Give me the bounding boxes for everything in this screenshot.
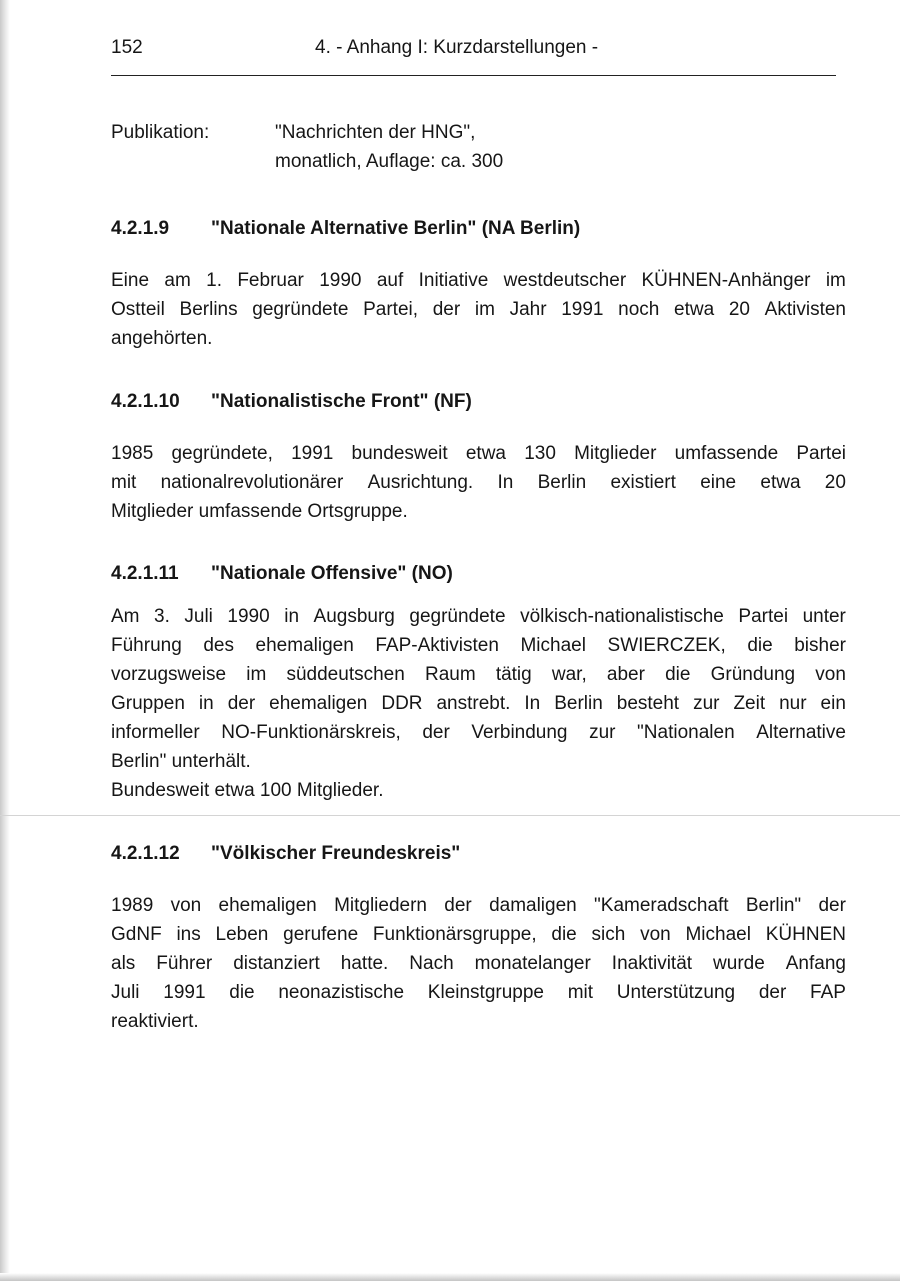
word: FAP-Aktivisten <box>375 635 499 656</box>
word: distanziert <box>233 953 320 974</box>
word: Michael <box>520 635 586 656</box>
word: neonazistische <box>278 982 405 1003</box>
word: der <box>444 895 472 916</box>
word: Berlin <box>537 472 587 493</box>
scan-edge-left <box>0 0 10 1281</box>
section-title: "Völkischer Freundeskreis" <box>211 843 461 864</box>
word: "Nationalen <box>637 722 735 743</box>
word: gerufene <box>283 924 359 945</box>
word: 1990 <box>227 606 270 627</box>
word: Funktionärsgruppe, <box>372 924 537 945</box>
word: zur <box>693 693 720 714</box>
word: gegründete, <box>171 443 273 464</box>
word: auf <box>376 270 404 291</box>
word: Februar <box>237 270 304 291</box>
section-title: "Nationalistische Front" (NF) <box>211 391 472 412</box>
section-number: 4.2.1.10 <box>111 391 180 412</box>
word: sich <box>591 924 626 945</box>
word: die <box>665 664 691 685</box>
word: der <box>227 693 256 714</box>
word: vorzugsweise <box>111 664 227 685</box>
word: Juli <box>184 606 213 627</box>
word: Eine <box>111 270 150 291</box>
word: in <box>198 693 214 714</box>
section-title: "Nationale Alternative Berlin" (NA Berlin) <box>211 218 581 239</box>
word: ehemaligen <box>218 895 317 916</box>
word: Berlin" <box>745 895 802 916</box>
word: 1990 <box>319 270 362 291</box>
word: eine <box>700 472 737 493</box>
word: In <box>524 693 541 714</box>
word: 20 <box>728 299 750 320</box>
body-line <box>111 660 846 689</box>
section-heading <box>111 562 846 586</box>
word: etwa <box>674 299 715 320</box>
section-no <box>111 562 846 805</box>
publication-value <box>275 118 675 176</box>
header-rule <box>111 75 836 76</box>
section-body <box>111 439 846 526</box>
word: etwa <box>465 443 506 464</box>
publication-value-line: "Nachrichten der HNG", <box>275 122 476 143</box>
section-number: 4.2.1.9 <box>111 218 170 239</box>
word: ein <box>820 693 846 714</box>
word: unter <box>802 606 846 627</box>
body-line: Berlin" unterhält. <box>111 751 251 772</box>
word: Jahr <box>509 299 547 320</box>
body-line <box>111 602 846 631</box>
section-heading <box>111 217 846 241</box>
word: Inaktivität <box>611 953 693 974</box>
word: Mitglieder <box>574 443 657 464</box>
word: 1991 <box>291 443 334 464</box>
word: der <box>758 982 787 1003</box>
word: die <box>747 635 773 656</box>
body-line <box>111 266 846 295</box>
word: Partei <box>796 443 846 464</box>
word: im <box>474 299 495 320</box>
word: Ostteil <box>111 299 165 320</box>
body-line: Mitglieder umfassende Ortsgruppe. <box>111 501 408 522</box>
word: von <box>640 924 671 945</box>
word: SWIERCZEK, <box>607 635 726 656</box>
word: als <box>111 953 136 974</box>
word: etwa <box>760 472 801 493</box>
word: Zeit <box>733 693 766 714</box>
word: Gruppen <box>111 693 185 714</box>
word: nationalrevolutionärer <box>160 472 344 493</box>
section-number: 4.2.1.12 <box>111 843 180 864</box>
body-line <box>111 631 846 660</box>
word: im <box>246 664 267 685</box>
scan-edge-bottom <box>0 1273 900 1281</box>
word: gegründete <box>409 606 506 627</box>
word: süddeutschen <box>286 664 405 685</box>
word: von <box>170 895 202 916</box>
word: die <box>229 982 255 1003</box>
running-title: 4. - Anhang I: Kurzdarstellungen - <box>315 37 599 58</box>
page-number: 152 <box>111 37 143 58</box>
body-line <box>111 439 846 468</box>
word: hatte. <box>340 953 389 974</box>
word: bundesweit <box>351 443 448 464</box>
word: Initiative <box>418 270 489 291</box>
word: Aktivisten <box>764 299 846 320</box>
word: GdNF <box>111 924 162 945</box>
word: Raum <box>424 664 476 685</box>
word: anstrebt. <box>436 693 511 714</box>
section-body <box>111 602 846 805</box>
word: 1989 <box>111 895 154 916</box>
word: Augsburg <box>313 606 395 627</box>
word: noch <box>618 299 660 320</box>
word: 130 <box>524 443 556 464</box>
section-heading <box>111 390 846 414</box>
word: Verbindung <box>471 722 568 743</box>
word: die <box>551 924 577 945</box>
word: besteht <box>616 693 680 714</box>
word: Michael <box>685 924 751 945</box>
word: war, <box>551 664 587 685</box>
word: FAP <box>810 982 846 1003</box>
word: wurde <box>713 953 765 974</box>
body-line <box>111 920 846 949</box>
word: Gründung <box>710 664 796 685</box>
word: westdeutscher <box>503 270 627 291</box>
body-line <box>111 718 846 747</box>
body-line <box>111 295 846 324</box>
word: Berlin <box>554 693 603 714</box>
publication-value-line: monatlich, Auflage: ca. 300 <box>275 151 504 172</box>
word: nur <box>779 693 807 714</box>
word: des <box>203 635 234 656</box>
word: Alternative <box>756 722 846 743</box>
word: monatelanger <box>474 953 591 974</box>
section-nf <box>111 390 846 526</box>
word: tätig <box>495 664 532 685</box>
word: "Kameradschaft <box>594 895 729 916</box>
body-line <box>111 689 846 718</box>
word: 1985 <box>111 443 154 464</box>
body-line: Bundesweit etwa 100 Mitglieder. <box>111 780 384 801</box>
word: gegründete <box>252 299 349 320</box>
section-body <box>111 891 846 1036</box>
word: Nach <box>409 953 454 974</box>
word: der <box>422 722 450 743</box>
word: existiert <box>610 472 676 493</box>
word: Berlins <box>179 299 238 320</box>
body-line: angehörten. <box>111 328 213 349</box>
word: ins <box>176 924 201 945</box>
word: ehemaligen <box>269 693 368 714</box>
word: der <box>818 895 846 916</box>
section-title: "Nationale Offensive" (NO) <box>211 563 453 584</box>
section-na-berlin <box>111 217 846 353</box>
word: 1991 <box>163 982 206 1003</box>
word: von <box>815 664 846 685</box>
body-line <box>111 891 846 920</box>
section-vf <box>111 842 846 1036</box>
word: DDR <box>381 693 423 714</box>
word: 3. <box>154 606 170 627</box>
section-body <box>111 266 846 353</box>
word: damaligen <box>489 895 577 916</box>
word: Leben <box>215 924 269 945</box>
word: KÜHNEN-Anhänger <box>641 270 811 291</box>
word: KÜHNEN <box>765 924 846 945</box>
word: In <box>497 472 514 493</box>
word: umfassende <box>674 443 779 464</box>
word: Mitgliedern <box>334 895 427 916</box>
word: Führer <box>156 953 213 974</box>
word: der <box>432 299 461 320</box>
publication-label: Publikation: <box>111 122 210 143</box>
word: völkisch-nationalistische <box>520 606 724 627</box>
word: informeller <box>111 722 200 743</box>
word: 1. <box>206 270 222 291</box>
scan-artifact-line <box>0 815 900 816</box>
word: mit <box>567 982 594 1003</box>
word: in <box>284 606 300 627</box>
body-line <box>111 468 846 497</box>
word: NO-Funktionärskreis, <box>221 722 401 743</box>
word: Führung <box>111 635 182 656</box>
word: Partei <box>738 606 789 627</box>
word: Am <box>111 606 140 627</box>
section-heading <box>111 842 846 866</box>
word: 20 <box>824 472 846 493</box>
body-line: reaktiviert. <box>111 1011 199 1032</box>
word: mit <box>111 472 137 493</box>
word: Anfang <box>785 953 846 974</box>
word: Juli <box>111 982 140 1003</box>
word: am <box>164 270 191 291</box>
body-line <box>111 978 846 1007</box>
word: aber <box>606 664 645 685</box>
word: im <box>825 270 846 291</box>
word: ehemaligen <box>255 635 354 656</box>
word: 1991 <box>561 299 604 320</box>
word: bisher <box>794 635 846 656</box>
word: Unterstützung <box>616 982 736 1003</box>
word: Ausrichtung. <box>367 472 474 493</box>
word: zur <box>589 722 616 743</box>
body-line <box>111 949 846 978</box>
word: Partei, <box>363 299 419 320</box>
section-number: 4.2.1.11 <box>111 563 179 584</box>
word: Kleinstgruppe <box>427 982 544 1003</box>
